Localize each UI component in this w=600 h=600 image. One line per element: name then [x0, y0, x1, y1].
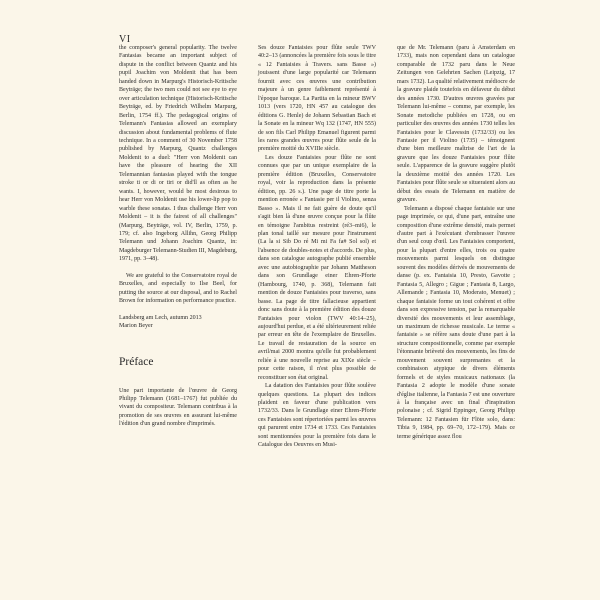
- paragraph-form: Telemann a disposé chaque fantaisie sur une page imprimée, ce qui, d'une part, entraîne une composition d'une extrême densité, mais permet d'autre part à l'exécutant d'embrasser l'œuvre d'un seul coup d'œil. Les Fantaisies comportent, pour la plupart d'entre elles, trois ou quatre mouvements parmi lesquels on distingue souvent des modèles dérivés de mouvements de danse (p. ex. Fantaisia 10, Presto, Gavotte ; Fantasia 5, Allegro ; Gigue ; Fantasia 8, Largo, Allemande ; Fantasia 10, Moderato, Menuet) ; chaque fantaisie forme un tout cohérent et offre dans son expressive tension, par la remarquable diversité des mouvements et leur assemblage, un maximum de richesse musicale. Le terme « fantaisie » se réfère sans doute d'une part à la structure compositionnelle, comme par exemple l'étonnante brièveté des mouvements, les fins de mouvement souvent surprenantes et la combinaison atypique de divers éléments formels et de styles musicaux nationaux (la Fantasia 2 adopte le modèle d'une sonate d'église italienne, la Fantasia 7 est une ouverture à la française avec un final d'inspiration polonaise ; cf. Sigrid Eppinger, Georg Philipp Telemann: 12 Fantasien für Flöte solo, dans: Tibia 9, 1984, pp. 69–70, 172–179). Mais ce terme générique assez flou: [397, 205, 515, 440]
- column-middle: [258, 44, 376, 450]
- preface-heading: Préface: [119, 355, 154, 368]
- paragraph-preface-intro: Une part importante de l'œuvre de Georg Philipp Telemann (1681–1767) fut publiée du vivant du compositeur. Telemann contribua à la promotion de ses œuvres en assurant lui-même l'édition d'un grand nombre d'imprimés.: [119, 387, 237, 428]
- signature-author: Marion Beyer: [119, 323, 153, 330]
- paragraph-dating: La datation des Fantaisies pour flûte soulève quelques questions. La plupart des indices plaident en faveur d'une publication vers 1732/33. Dans le Grundlage einer Ehren-Pforte ces Fantaisies sont répertoriées parmi les œuvres qui parurent entre 1734 et 1733. Ces Fantaisies sont mentionnées pour la première fois dans le Catalogue des Oeuvres en Musi-: [258, 383, 376, 449]
- page-number: VI: [119, 34, 131, 45]
- signature-place-date: Landsberg am Lech, autumn 2013: [119, 314, 202, 321]
- column-left: [119, 44, 237, 429]
- column-right: [397, 44, 515, 441]
- paragraph-fantasies-popularity: Ses douze Fantaisies pour flûte seule TWV 40:2–13 (annoncées la première fois sous le titre « 12 Fantaisies à Travers. sans Basse ») jouissent d'une large popularité car Telemann fournit avec ces œuvres une contribution majeure à un genre faiblement représenté à l'époque baroque. La Partita en la mineur BWV 1013 (vers 1720, HN 457 au catalogue des éditions G. Henle) de Johann Sebastian Bach et la Sonate en la mineur Wq 132 (1747, HN 555) de son fils Carl Philipp Emanuel figurent parmi les rares grandes œuvres pour flûte seule de la première moitié du XVIIIe siècle.: [258, 45, 376, 153]
- paragraph-english-continuation: the composer's general popularity. The twelve Fantasias became an important subject of dispute in the conflict between Quantz and his pupil Joachim von Moldenit that has been handed down in Marpurg's Historisch-Kritische Beyträge; the two men could not see eye to eye over articulation technique (Historisch-Kritische Beyträge, ed. by Friedrich Wilhelm Marpurg, Berlin, 1754 ff.). The pedagogical origins of Telemann's Fantasias allowed an exemplary discussion about fundamental problems of flute technique. In a comment of 30 November 1758 published by Marpurg, Quantz challenges Moldenit to a duel: "Herr von Moldenit can have the pleasure of hearing the XII Telemannian fantasias played with the tongue stroke ti or di or tiri or did'll as often as he wants. I, however, would be most desirous to hear Herr von Moldenit use his lower-lip pop to warble these sonatas. I thus challenge Herr von Moldenit – it is the fairest of all challenges" (Marpurg, Beyträge, vol. IV, Berlin, 1759, p. 179; cf. also Ingeborg Allihn, Georg Philipp Telemann und Johann Joachim Quantz, in: Magdeburger Telemann-Studien III, Magdeburg, 1971, pp. 3–48).: [119, 45, 237, 263]
- paragraph-acknowledgements: We are grateful to the Conservatoire royal de Bruxelles, and especially to Ilse Beel, for putting the source at our disposal, and to Rachel Brown for information on performance practice.: [119, 272, 237, 305]
- paragraph-source: Les douze Fantaisies pour flûte ne sont connues que par un unique exemplaire de la première édition (Bruxelles, Conservatoire royal, voir la reproduction dans la présente édition, pp. 26 s.). Une page de titre porte la mention erronée « Fantasie per il Violino, senza Basso ». Mais il ne fait guère de doute qu'il s'agit bien là d'une œuvre conçue pour la flûte en témoigne l'ambitus restreint (ré3–mi6), le plan tonal taillé sur mesure pour l'instrument (La la si Sib Do ré Mi mi Fa fa# Sol sol) et l'absence de doubles-notes et d'accords. De plus, dans son catalogue autographe publié ensemble avec une autobiographie par Johann Mattheson dans son Grundlage einer Ehren-Pforte (Hambourg, 1740, p. 368), Telemann fait mention de douze Fantaisies pour traverso, sans basse. La page de titre fallacieuse appartient donc sans doute à la première édition des douze Fantaisies pour violon (TWV 40:14–25), aujourd'hui perdue, et a été ultérieurement reliée par erreur en tête de l'exemplaire de Bruxelles. Le travail de restauration de la source en avril/mai 2000 montra qu'elle fut probablement reliée à une nouvelle reprise au XIXe siècle – pour cette raison, il n'est plus possible de reconstituer son état original.: [258, 154, 376, 381]
- paragraph-catalogue-engraving: que de Mr. Telemann (paru à Amsterdam en 1733), mais non cependant dans un catalogue comparable de 1732 paru dans le Neue Zeitungen von Gelehrten Sachen (Leipzig, 17 mars 1732). La qualité relativement médiocre de la gravure plaide toutefois en défaveur du début des années 1730. D'autres œuvres gravées par Telemann lui-même – comme, par exemple, les Sonate metodiche publiées en 1728, ou en particulier des œuvres des années 1730 telles les Fantaisies pour le Clavessin (1732/33) ou les Fantasie per il Violino (1735) – témoignent d'une bien meilleure maîtrise de l'art de la gravure que les douze Fantaisies pour flûte seule. L'apparence de la gravure suggère plutôt la deuxième moitié des années 1720. Les Fantaisies pour flûte seule se situeraient alors au début des essais de Telemann en matière de gravure.: [397, 45, 515, 204]
